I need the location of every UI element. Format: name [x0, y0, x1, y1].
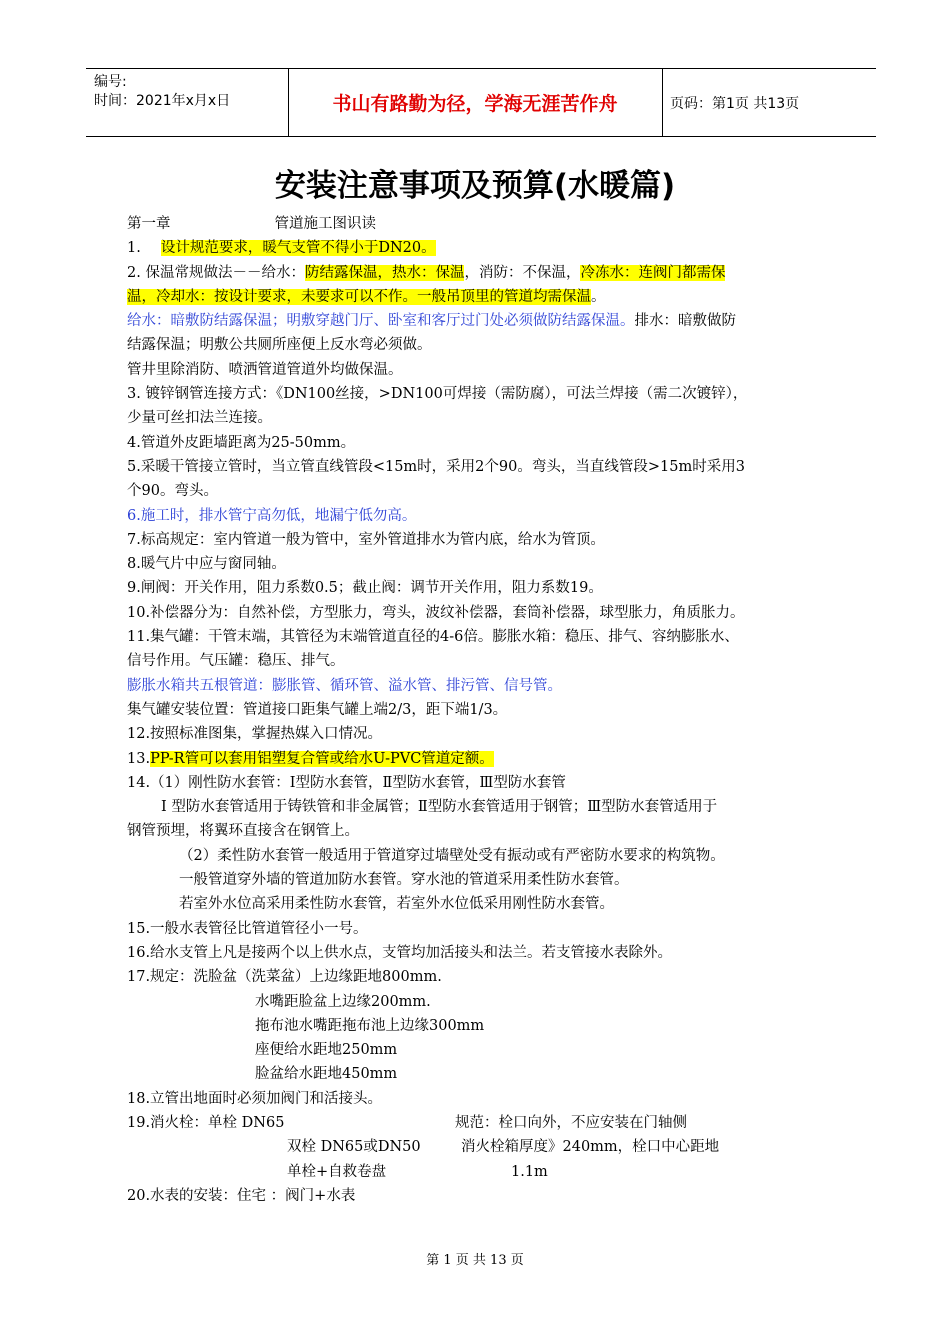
- text-line: 脸盆给水距地450mm: [255, 1066, 398, 1083]
- highlighted-text: 设计规范要求，暖气支管不得小于DN20。: [160, 240, 436, 257]
- text-line: [127, 1135, 843, 1159]
- text-line: 4.管道外皮距墙距离为25-50mm。: [127, 434, 356, 451]
- text-line: 若室外水位高采用柔性防水套管，若室外水位低采用刚性防水套管。: [179, 896, 614, 913]
- text-span: ，消防：不保温，: [464, 264, 581, 281]
- text-line: 结露保温；明敷公共厕所座便上反水弯必须做。: [127, 337, 432, 354]
- text-line: [127, 285, 843, 309]
- chapter-title: 管道施工图识读: [274, 216, 376, 232]
- text-line: [127, 309, 843, 333]
- text-line: 信号作用。气压罐：稳压、排气。: [127, 653, 345, 670]
- text-span: 2. 保温常规做法－－给水：: [127, 264, 305, 281]
- text-line: 拖布池水嘴距拖布池上边缘300mm: [255, 1017, 485, 1034]
- text-span: 19.消火栓：单栓 DN65: [127, 1114, 285, 1131]
- header-page-label: 页码：第1页 共13页: [670, 95, 800, 112]
- text-line: 6.施工时，排水管宁高勿低，地漏宁低勿高。: [127, 507, 417, 524]
- header-slogan: 书山有路勤为径，学海无涯苦作舟: [332, 93, 618, 115]
- text-line: 钢管预埋，将翼环直接含在钢管上。: [127, 823, 359, 840]
- text-line: Ⅰ 型防水套管适用于铸铁管和非金属管；Ⅱ型防水套管适用于钢管；Ⅲ型防水套管适用于: [161, 799, 718, 816]
- text-span: 规范：栓口向外，不应安装在门轴侧: [455, 1114, 687, 1131]
- text-line: （2）柔性防水套管一般适用于管道穿过墙壁处受有振动或有严密防水要求的构筑物。: [179, 847, 725, 864]
- text-line: [127, 236, 843, 260]
- text-line: 7.标高规定：室内管道一般为管中，室外管道排水为管内底，给水为管顶。: [127, 531, 605, 548]
- text-span: 消火栓箱厚度》240mm，栓口中心距地: [461, 1139, 720, 1156]
- text-span: 1.1m: [511, 1163, 548, 1180]
- text-line: 14.（1）刚性防水套管：Ⅰ型防水套管，Ⅱ型防水套管，Ⅲ型防水套管: [127, 774, 566, 791]
- highlighted-text: PP-R管可以套用铝塑复合管或给水U-PVC管道定额。: [150, 750, 494, 767]
- highlighted-text: 温，冷却水：按设计要求，未要求可以不作。一般吊顶里的管道均需保温: [127, 288, 591, 305]
- text-line: 16.给水支管上凡是接两个以上供水点，支管均加活接头和法兰。若支管接水表除外。: [127, 944, 673, 961]
- blue-text: 给水：暗敷防结露保温；明敷穿越门厅、卧室和客厅过门处必须做防结露保温。: [127, 313, 635, 330]
- highlighted-text: 冷冻水：连阀门都需保: [580, 264, 726, 281]
- text-line: 9.闸阀：开关作用，阻力系数0.5；截止阀：调节开关作用，阻力系数19。: [127, 580, 603, 597]
- chapter-label: 第一章: [127, 216, 171, 232]
- text-line: 17.规定：洗脸盆（洗菜盆）上边缘距地800mm.: [127, 969, 442, 986]
- highlighted-text: 防结露保温，热水：保温: [304, 264, 465, 281]
- text-line: [127, 1160, 843, 1184]
- text-line: 集气罐安装位置：管道接口距集气罐上端2/3，距下端1/3。: [127, 701, 508, 718]
- document-title: 安装注意事项及预算(水暖篇): [274, 168, 676, 204]
- line-number: 1.: [127, 240, 141, 257]
- text-line: 20.水表的安装：住宅 ：阀门+水表: [127, 1187, 356, 1204]
- text-line: 水嘴距脸盆上边缘200mm.: [255, 993, 431, 1010]
- doc-number-label: 编号:: [94, 74, 127, 90]
- text-line: 座便给水距地250mm: [255, 1042, 398, 1059]
- header-meta: [94, 73, 230, 111]
- document-header: [86, 68, 876, 137]
- header-divider: [662, 69, 663, 136]
- doc-time-label: 时间：2021年x月x日: [94, 93, 231, 109]
- text-line: 5.采暖干管接立管时，当立管直线管段<15m时，采用2个90。弯头，当直线管段>15m时采用3: [127, 458, 745, 475]
- text-line: 一般管道穿外墙的管道加防水套管。穿水池的管道采用柔性防水套管。: [179, 872, 629, 889]
- line-number: 13.: [127, 750, 151, 767]
- text-line: 3. 镀锌钢管连接方式：《DN100丝接，>DN100可焊接（需防腐），可法兰焊接（需二次镀锌），: [127, 386, 748, 403]
- text-span: 。: [591, 288, 606, 305]
- text-span: 双栓 DN65或DN50: [287, 1139, 421, 1156]
- text-line: 8.暖气片中应与窗同轴。: [127, 556, 286, 573]
- text-span: 单栓+自救卷盘: [287, 1163, 387, 1180]
- page-footer: 第 1 页 共 13 页: [426, 1253, 524, 1268]
- text-line: [127, 747, 843, 771]
- document-body: [127, 212, 843, 1208]
- text-line: [127, 261, 843, 285]
- text-line: 18.立管出地面时必须加阀门和活接头。: [127, 1090, 383, 1107]
- text-span: 排水：暗敷做防: [634, 313, 736, 330]
- text-line: 膨胀水箱共五根管道：膨胀管、循环管、溢水管、排污管、信号管。: [127, 677, 562, 694]
- text-line: 个90。弯头。: [127, 483, 218, 500]
- text-line: 10.补偿器分为：自然补偿，方型胀力，弯头，波纹补偿器，套筒补偿器，球型胀力，角质胀力。: [127, 604, 745, 621]
- text-line: 11.集气罐：干管末端，其管径为末端管道直径的4-6倍。膨胀水箱：稳压、排气、容纳膨胀水、: [127, 629, 739, 646]
- text-line: 少量可丝扣法兰连接。: [127, 410, 272, 427]
- text-line: 12.按照标准图集，掌握热媒入口情况。: [127, 726, 383, 743]
- text-line: 15.一般水表管径比管道管径小一号。: [127, 920, 368, 937]
- text-line: 管井里除消防、喷洒管道管道外均做保温。: [127, 361, 403, 378]
- text-line: [127, 1111, 843, 1135]
- chapter-heading: [127, 212, 843, 236]
